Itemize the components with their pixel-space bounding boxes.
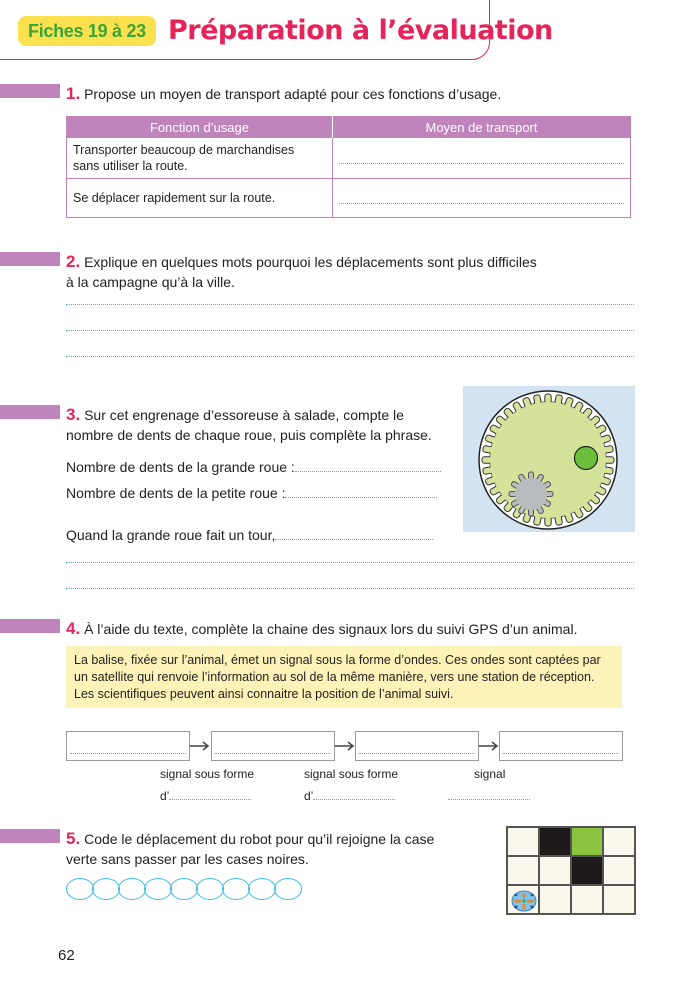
question-2-text-line1: Explique en quelques mots pourquoi les déplacements sont plus difficiles [84,254,537,270]
field-petite-label: Nombre de dents de la petite roue : [66,485,286,501]
question-2-prompt [66,252,537,292]
question-4-prompt [66,619,577,639]
chain-label-prefix: d’ [160,789,170,803]
grid-cell [507,827,539,856]
chain-label-3: signal [474,767,506,781]
code-slot[interactable] [196,878,224,900]
question-5-number: 5. [66,829,81,848]
grid-cell [603,885,635,914]
code-slot[interactable] [170,878,198,900]
page-number: 62 [58,947,75,964]
answer-line[interactable] [66,562,634,563]
robot-grid [506,826,636,915]
question-2-text-line2: à la campagne qu’à la ville. [66,274,235,290]
chain-label-1-d [160,788,251,804]
question-1-bar [0,84,60,98]
gps-text-line1: La balise, fixée sur l’animal, émet un signal sous la forme d’ondes. Ces ondes sont captées par [74,653,601,667]
sentence-start: Quand la grande roue fait un tour, [66,527,276,543]
field-petite-roue [66,483,437,503]
chain-label-2: signal sous forme [304,767,399,781]
chain-box-3[interactable] [355,731,479,761]
question-4-text: À l’aide du texte, complète la chaine des signaux lors du suivi GPS d’un animal. [84,621,578,637]
grid-cell-black [539,827,571,856]
chain-box-1[interactable] [66,731,190,761]
code-slot[interactable] [144,878,172,900]
question-5-text-line1: Code le déplacement du robot pour qu’il rejoigne la case [84,831,435,847]
answer-line[interactable] [66,588,634,589]
question-4-bar [0,619,60,633]
chain-box-dots[interactable] [215,753,331,754]
grid-cell [603,856,635,885]
table-row [67,138,631,179]
fonction-text: Transporter beaucoup de marchandises sans utiliser la route. [73,143,295,173]
grid-cell [603,827,635,856]
chain-box-dots[interactable] [359,753,475,754]
table-header-row [67,117,631,138]
chain-box-dots[interactable] [503,753,619,754]
chain-box-4[interactable] [499,731,623,761]
grid-cell-robot [507,885,539,914]
code-slot[interactable] [66,878,94,900]
chain-label-3-d [448,788,530,804]
gear-icon [463,386,635,532]
question-5-bar [0,829,60,843]
sentence-grande-roue [66,525,433,545]
question-1-prompt [66,84,501,104]
fonction-cell: Se déplacer rapidement sur la route. [67,179,333,218]
chain-label-1: signal sous forme [160,767,255,781]
gps-text-box [66,646,622,708]
question-3-bar [0,405,60,419]
field-grande-roue [66,457,441,477]
transport-table [66,116,631,218]
chain-box-dots[interactable] [70,753,186,754]
fonction-cell [67,138,333,179]
grid-cell [539,856,571,885]
question-1-text: Propose un moyen de transport adapté pour ces fonctions d’usage. [84,86,502,102]
question-5-text-line2: verte sans passer par les cases noires. [66,851,309,867]
answer-line[interactable] [66,330,634,331]
robot-icon [509,887,539,914]
chain-label-2-d [304,788,395,804]
gps-text-line2: un satellite qui renvoie l’information au sol de la même manière, vers une station de réception. [74,670,595,684]
grid-cell [507,856,539,885]
question-3-number: 3. [66,405,81,424]
answer-dots[interactable] [339,203,624,204]
grid-cell-black [571,856,603,885]
answer-dots[interactable] [339,163,624,164]
page-title: Préparation à l’évaluation [168,15,553,46]
code-slot[interactable] [92,878,120,900]
chain-label-3-input[interactable] [448,788,530,800]
header-moyen: Moyen de transport [333,117,631,138]
grid-cell-green [571,827,603,856]
grande-roue-input[interactable] [295,460,441,472]
arrow-right-icon [190,739,210,753]
code-slot[interactable] [274,878,302,900]
code-slots [66,878,300,900]
field-grande-label: Nombre de dents de la grande roue : [66,459,295,475]
fiches-chip: Fiches 19 à 23 [18,16,156,46]
question-3-prompt [66,405,432,445]
answer-line[interactable] [66,356,634,357]
gear-figure [463,386,635,532]
sentence-input[interactable] [275,528,433,540]
code-slot[interactable] [118,878,146,900]
chain-label-prefix: d’ [304,789,314,803]
chain-box-2[interactable] [211,731,335,761]
question-2-bar [0,252,60,266]
answer-cell-moyen[interactable] [333,138,631,179]
grid-cell [539,885,571,914]
answer-cell-moyen[interactable] [333,179,631,218]
answer-line[interactable] [66,304,634,305]
gps-text-line3: Les scientifiques peuvent ainsi connaitre la position de l’animal suivi. [74,687,454,701]
table-row [67,179,631,218]
chain-label-1-input[interactable] [169,788,251,800]
grid-cell [571,885,603,914]
chain-label-2-input[interactable] [313,788,395,800]
question-2-number: 2. [66,252,81,271]
question-1-number: 1. [66,84,81,103]
arrow-right-icon [335,739,355,753]
arrow-right-icon [479,739,499,753]
code-slot[interactable] [222,878,250,900]
code-slot[interactable] [248,878,276,900]
question-5-prompt [66,829,434,869]
petite-roue-input[interactable] [285,486,437,498]
question-3-text-line1: Sur cet engrenage d’essoreuse à salade, compte le [84,407,404,423]
question-3-text-line2: nombre de dents de chaque roue, puis complète la phrase. [66,427,432,443]
question-4-number: 4. [66,619,81,638]
header-fonction: Fonction d’usage [67,117,333,138]
